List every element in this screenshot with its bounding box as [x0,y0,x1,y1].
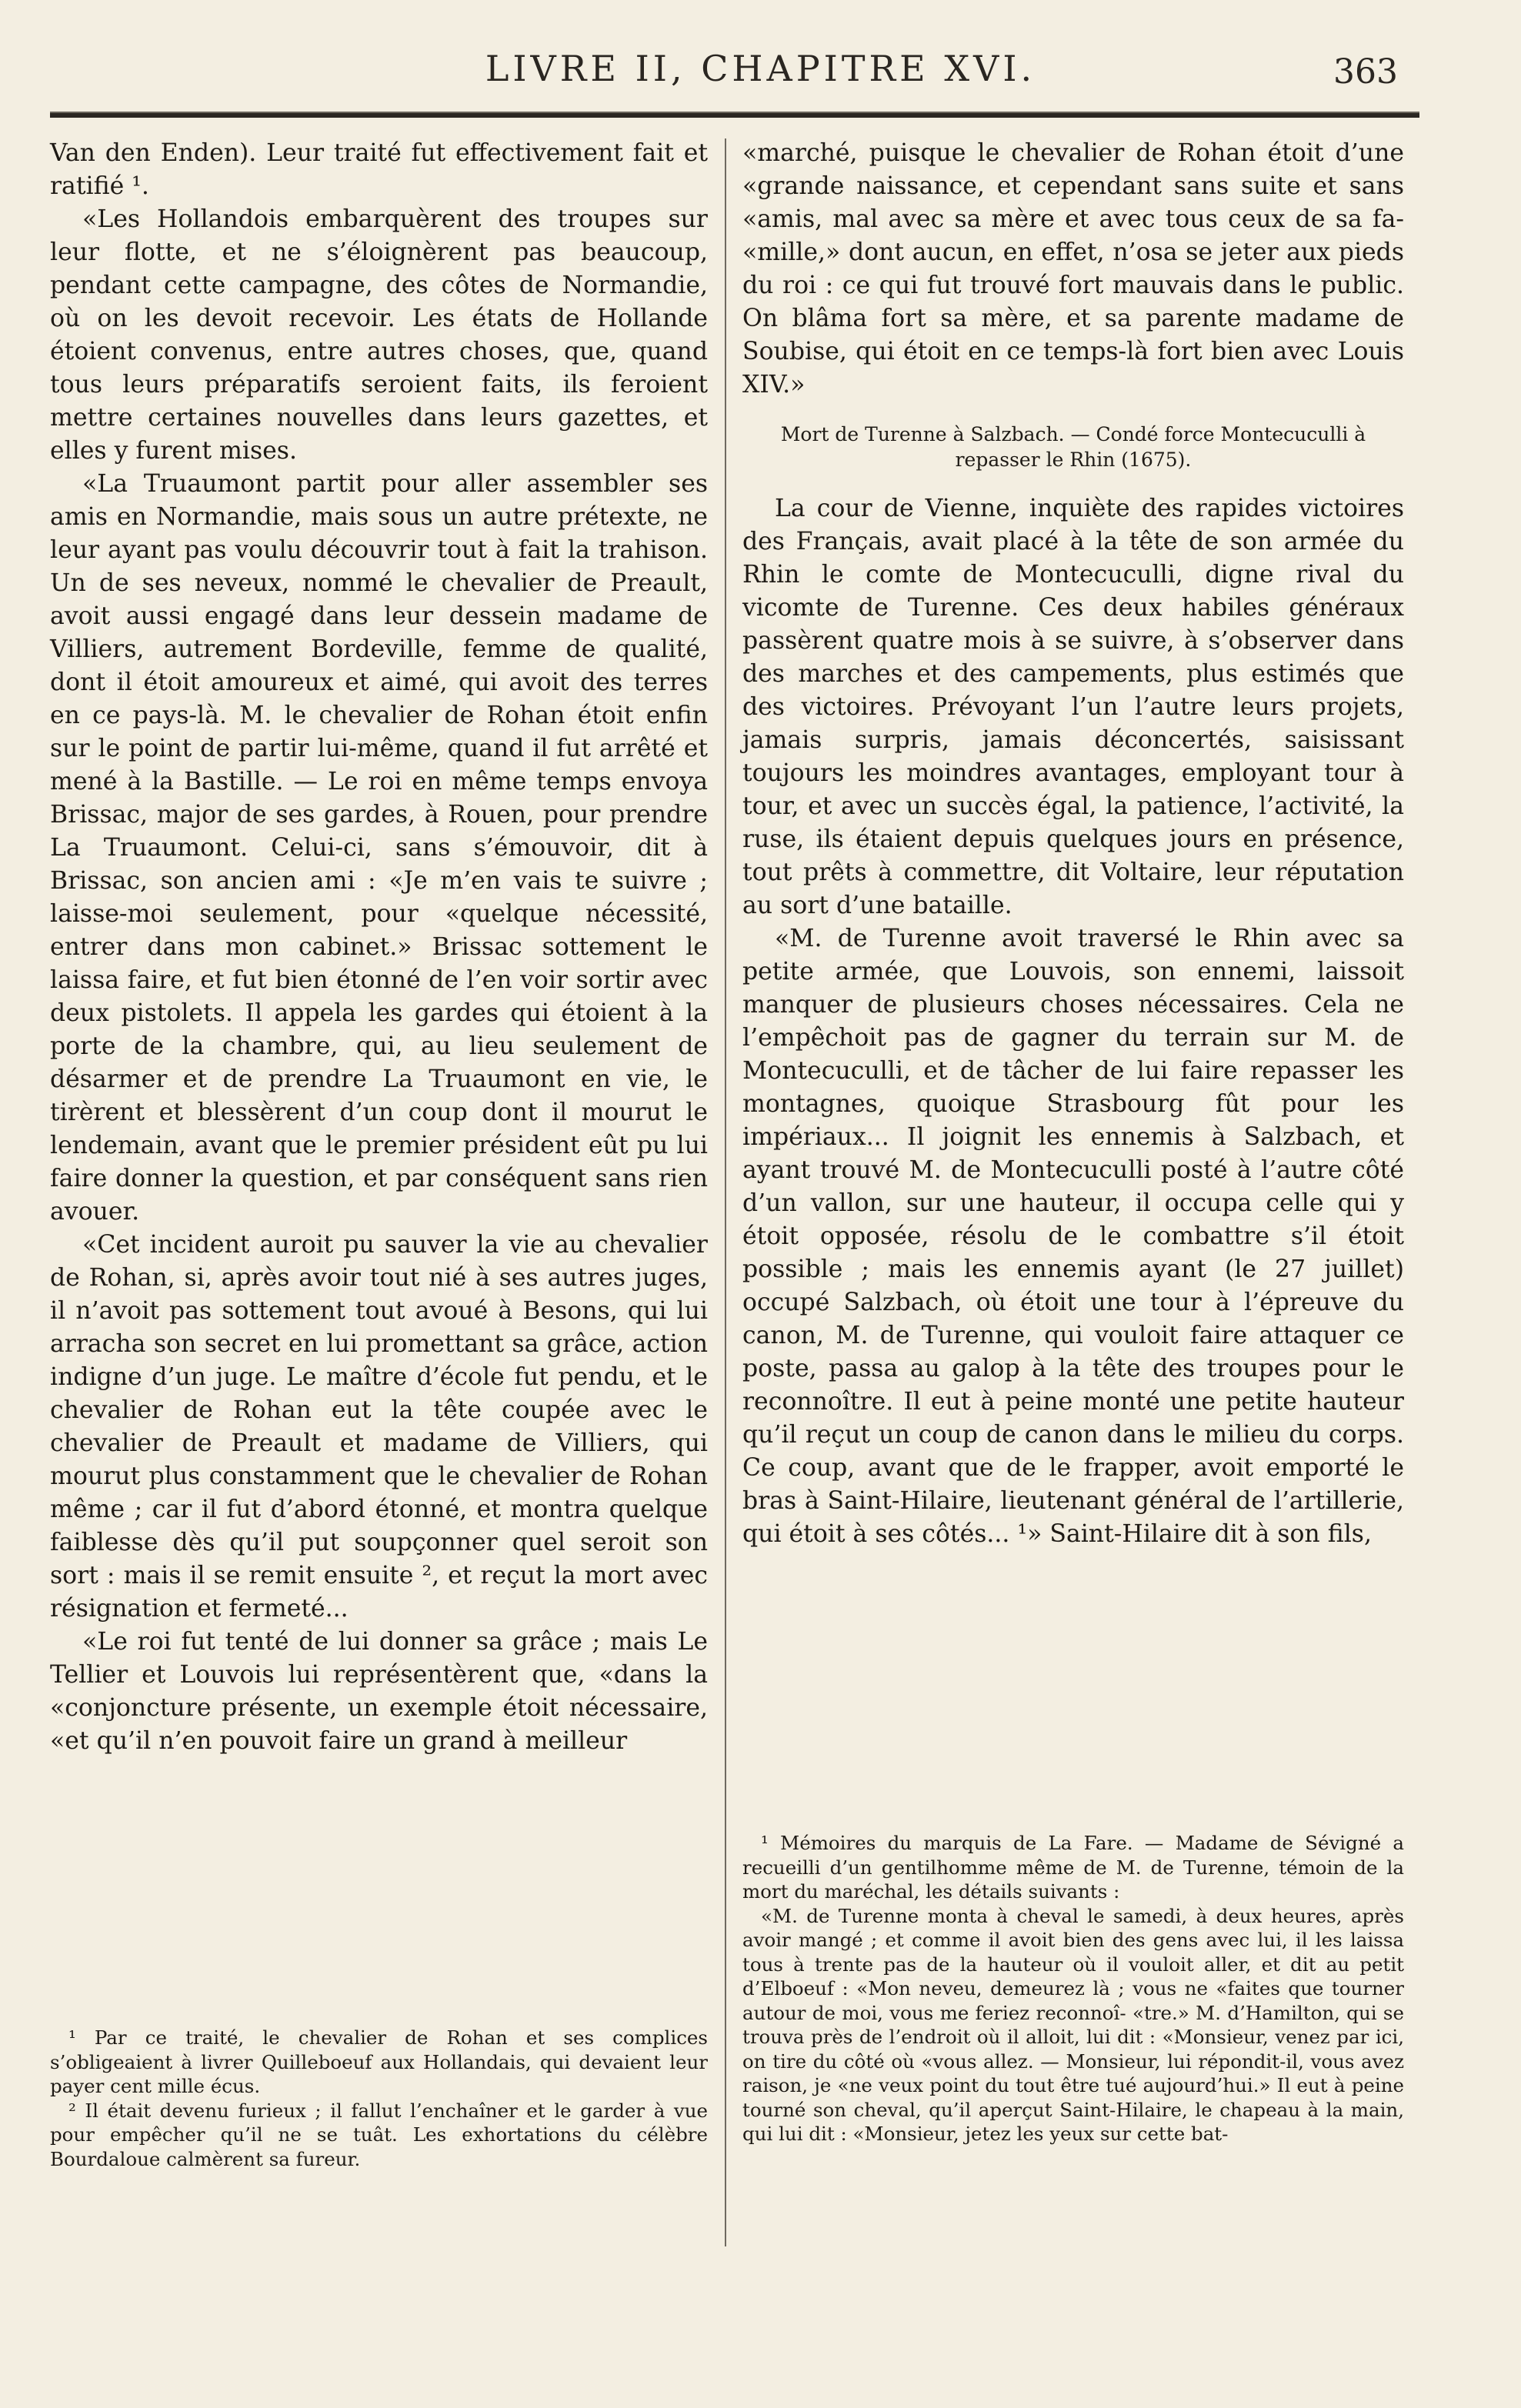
paragraph: «La Truaumont partit pour aller assembler ses amis en Normandie, mais sous un autre prétexte, ne leur ayant pas voulu découvrir tout à fait la trahison. Un de ses neveux, nommé le chevalier de Preault, avoit aussi engagé dans leur dessein madame de Villiers, autrement Bordeville, femme de qualité, dont il étoit amoureux et aimé, qui avoit des terres en ce pays-là. M. le chevalier de Rohan étoit enfin sur le point de partir lui-même, quand il fut arrêté et mené à la Bastille. — Le roi en même temps envoya Brissac, major de ses gardes, à Rouen, pour prendre La Truaumont. Celui-ci, sans s’émouvoir, dit à Brissac, son ancien ami : «Je m’en vais te suivre ; laisse-moi seulement, pour «quelque nécessité, entrer dans mon cabinet.» Brissac sottement le laissa faire, et fut bien étonné de l’en voir sortir avec deux pistolets. Il appela les gardes qui étoient à la porte de la chambre, qui, au lieu seulement de désarmer et de prendre La Truaumont en vie, le tirèrent et blessèrent d’un coup dont il mourut le lendemain, avant que le premier président eût pu lui faire donner la question, et par conséquent sans rien avouer. [50,470,708,1226]
column-divider [725,138,726,2246]
section-caption: Mort de Turenne à Salzbach. — Condé force Montecuculli à repasser le Rhin (1675). [780,423,1366,471]
right-footnotes [742,1831,1404,2146]
paragraph: «Le roi fut tenté de lui donner sa grâce ; mais Le Tellier et Louvois lui représentèrent que, «dans la «conjoncture présente, un exemple étoit nécessaire, «et qu’il n’en pouvoit faire un grand à meilleur [50,1628,708,1755]
paragraph: «Les Hollandois embarquèrent des troupes sur leur flotte, et ne s’éloignèrent pas beaucoup, pendant cette campagne, des côtes de Normandie, où on les devoit recevoir. Les états de Hollande étoient convenus, entre autres choses, que, quand tous leurs préparatifs seroient faits, ils feroient mettre certaines nouvelles dans leurs gazettes, et elles y furent mises. [50,205,708,465]
page-number: 363 [1333,52,1398,92]
header-rule [50,112,1419,118]
paragraph: «Cet incident auroit pu sauver la vie au chevalier de Rohan, si, après avoir tout nié à ses autres juges, il n’avoit pas sottement tout avoué à Besons, qui lui arracha son secret en lui promettant sa grâce, action indigne d’un juge. Le maître d’école fut pendu, et le chevalier de Rohan eut la tête coupée avec le chevalier de Preault et madame de Villiers, qui mourut plus constamment que le chevalier de Rohan même ; car il fut d’abord étonné, et montra quelque faiblesse dès qu’il put soupçonner quel seroit son sort : mais il se remit ensuite ², et reçut la mort avec résignation et fermeté... [50,1231,708,1623]
running-header: LIVRE II, CHAPITRE XVI. [485,48,1036,89]
right-column [742,137,1404,1551]
paragraph: La cour de Vienne, inquiète des rapides victoires des Français, avait placé à la tête de son armée du Rhin le comte de Montecuculli, digne rival du vicomte de Turenne. Ces deux habiles généraux passèrent quatre mois à se suivre, à s’observer dans des marches et des campements, plus estimés que des victoires. Prévoyant l’un l’autre leurs projets, jamais surpris, jamais déconcertés, saisissant toujours les moindres avantages, employant tour à tour, et avec un succès égal, la patience, l’activité, la ruse, ils étaient depuis quelques jours en présence, tout prêts à commettre, dit Voltaire, leur réputation au sort d’une bataille. [742,495,1404,919]
paragraph: Van den Enden). Leur traité fut effectivement fait et ratifié ¹. [50,139,708,200]
footnote: ² Il était devenu furieux ; il fallut l’enchaîner et le garder à vue pour empêcher qu’il ne se tuât. Les exhortations du célèbre Bourdaloue calmèrent sa fureur. [50,2099,708,2170]
paragraph: «M. de Turenne avoit traversé le Rhin avec sa petite armée, que Louvois, son ennemi, laissoit manquer de plusieurs choses nécessaires. Cela ne l’empêchoit pas de gagner du terrain sur M. de Montecuculli, et de tâcher de lui faire repasser les montagnes, quoique Strasbourg fût pour les impériaux... Il joignit les ennemis à Salzbach, et ayant trouvé M. de Montecuculli posté à l’autre côté d’un vallon, sur une hauteur, il occupa celle qui y étoit opposée, résolu de le combattre s’il étoit possible ; mais les ennemis ayant (le 27 juillet) occupé Salzbach, où étoit une tour à l’épreuve du canon, M. de Turenne, qui vouloit faire attaquer ce poste, passa au galop à la tête des troupes pour le reconnoître. Il eut à peine monté une petite hauteur qu’il reçut un coup de canon dans le milieu du corps. Ce coup, avant que de le frapper, avoit emporté le bras à Saint-Hilaire, lieutenant général de l’artillerie, qui étoit à ses côtés... ¹» Saint-Hilaire dit à son fils, [742,925,1404,1548]
paragraph: «marché, puisque le chevalier de Rohan étoit d’une «grande naissance, et cependant sans suite et sans «amis, mal avec sa mère et avec tous ceux de sa fa- «mille,» dont aucun, en effet, n’osa se jeter aux pieds du roi : ce qui fut trouvé fort mauvais dans le public. On blâma fort sa mère, et sa parente madame de Soubise, qui étoit en ce temps-là fort bien avec Louis XIV.» [742,139,1404,399]
left-column [50,137,708,1758]
footnote: ¹ Par ce traité, le chevalier de Rohan et ses complices s’obligeaient à livrer Quilleboeuf aux Hollandais, qui devaient leur payer cent mille écus. [50,2026,708,2097]
left-footnotes [50,2026,708,2171]
footnote: ¹ Mémoires du marquis de La Fare. — Madame de Sévigné a recueilli d’un gentilhomme même de M. de Turenne, témoin de la mort du maréchal, les détails suivants : [742,1832,1404,1903]
footnote: «M. de Turenne monta à cheval le samedi, à deux heures, après avoir mangé ; et comme il avoit bien des gens avec lui, il les laissa tous à trente pas de la hauteur où il vouloit aller, et dit au petit d’Elboeuf : «Mon neveu, demeurez là ; vous ne «faites que tourner autour de moi, vous me feriez reconnoî- «tre.» M. d’Hamilton, qui se trouva près de l’endroit où il alloit, lui dit : «Monsieur, venez par ici, on tire du côté où «vous allez. — Monsieur, lui répondit-il, vous avez raison, je «ne veux point du tout être tué aujourd’hui.» Il eut à peine tourné son cheval, qu’il aperçut Saint-Hilaire, le chapeau à la main, qui lui dit : «Monsieur, jetez les yeux sur cette bat- [742,1904,1404,2145]
